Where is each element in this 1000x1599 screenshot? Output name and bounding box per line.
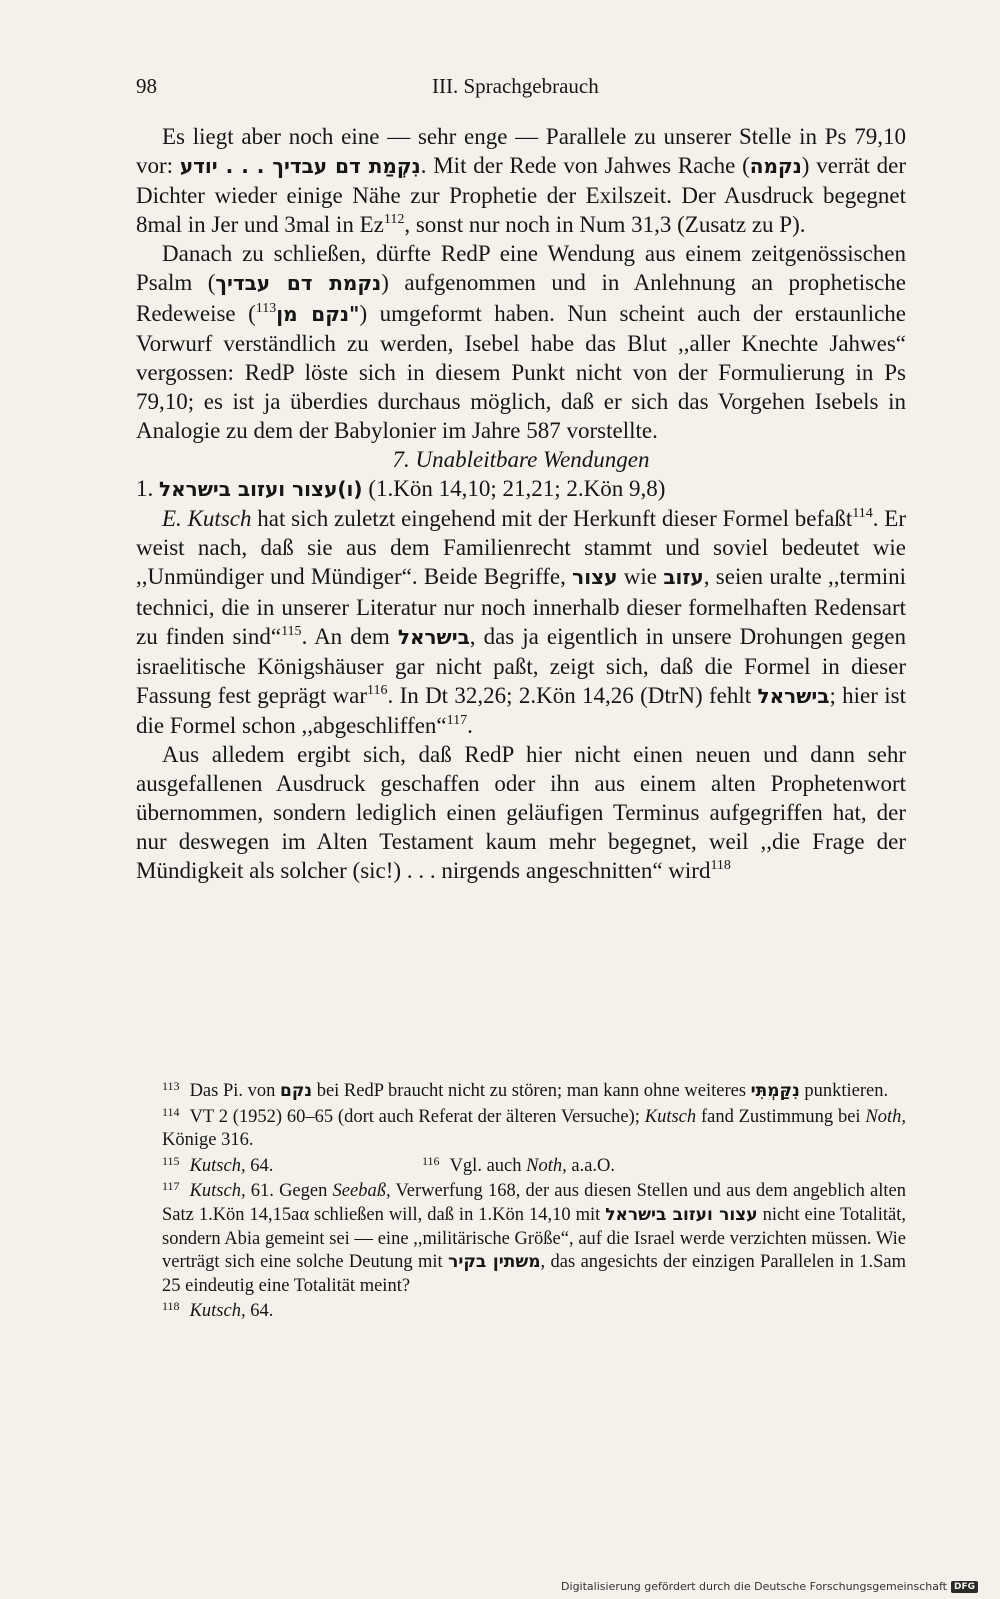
- text-run: ; hier ist die Formel schon ,,abgeschliffen“: [136, 682, 906, 738]
- footnote-number: 118: [162, 1299, 180, 1314]
- hebrew-text: בישראל: [397, 624, 470, 649]
- hebrew-text: נקם: [280, 1081, 313, 1101]
- text-run: 61. Gegen: [245, 1181, 333, 1202]
- author-name: Noth,: [526, 1155, 567, 1176]
- hebrew-text: משתין בקיר: [448, 1252, 541, 1273]
- footnote-number: 116: [422, 1153, 440, 1168]
- footnote-number: 114: [162, 1104, 180, 1119]
- text-run: wie: [617, 564, 664, 590]
- footnotes: [162, 1080, 906, 1326]
- hebrew-text: נקמה: [749, 154, 802, 179]
- paragraph: [136, 740, 906, 885]
- hebrew-text: בישראל: [757, 683, 830, 708]
- text-run: ) umgeformt haben. Nun scheint auch der erstaunliche Vorwurf verständlich zu werden, Isebel habe das Blut ,,aller Knechte Jahwes“ vergossen: RedP löste sich in diesem Punkt nicht von der Formulierung in Ps 79,10; es ist ja überdies durchaus möglich, daß er sich das Vorgehen Isebels in Analogie zu dem der Babylonier im Jahre 587 vorstellte.: [136, 300, 906, 443]
- footnote: [162, 1080, 906, 1104]
- text-run: . Er weist nach, daß sie aus dem Familienrecht stammt und soviel bedeutet wie ,,Unmündiger und Mündiger“. Beide Begriffe,: [136, 506, 906, 590]
- text-run: , das angesichts der einzigen Parallelen in 1.Sam 25 eindeutig eine Totalität meint?: [162, 1252, 906, 1296]
- hebrew-text: "נקם מן: [276, 301, 360, 326]
- text-run: ) aufgenommen und in Anlehnung an prophetische Redeweise (: [136, 270, 907, 326]
- hebrew-text: נִקְמַת דם עבדיך . . . יודע: [179, 154, 421, 179]
- text-run: 64.: [245, 1155, 274, 1176]
- author-name: E. Kutsch: [162, 506, 252, 532]
- footnote-ref: 112: [383, 212, 405, 228]
- author-name: Kutsch,: [189, 1181, 246, 1202]
- text-run: Es liegt aber noch eine — sehr enge — Parallele zu unserer Stelle in Ps 79,10 vor:: [136, 124, 906, 179]
- footnote-ref: 113: [255, 300, 277, 316]
- text-run: , das ja eigentlich in unsere Drohungen gegen israelitische Königshäuser gar nicht paßt, zeigt sich, daß die Formel in dieser Fassung fest geprägt war: [136, 623, 906, 708]
- paragraph: [136, 504, 906, 740]
- hebrew-text: עצור: [572, 565, 618, 590]
- footnote: [162, 1155, 422, 1179]
- footnote: [162, 1180, 906, 1298]
- hebrew-text: עזוב: [663, 565, 704, 590]
- footnote-number: 115: [162, 1153, 180, 1168]
- author-name: Seebaß,: [332, 1181, 391, 1202]
- footnote: [162, 1300, 906, 1324]
- text-run: (1.Kön 14,10; 21,21; 2.Kön 9,8): [362, 476, 666, 502]
- footnote-number: 113: [162, 1079, 180, 1093]
- paragraph: [136, 122, 906, 239]
- text-run: . In Dt 32,26; 2.Kön 14,26 (DtrN) fehlt: [387, 682, 758, 708]
- text-run: Vgl. auch: [449, 1155, 527, 1176]
- footnote-row: [162, 1155, 906, 1179]
- text-run: .: [467, 712, 473, 738]
- text-run: , sonst nur noch in Num 31,3 (Zusatz zu P).: [404, 212, 806, 238]
- footnote-ref: 118: [710, 858, 731, 874]
- author-name: Kutsch,: [189, 1155, 246, 1176]
- text-run: bei RedP braucht nicht zu stören; man kann ohne weiteres: [312, 1081, 751, 1101]
- footnote-ref: 114: [852, 506, 873, 522]
- text-run: 1.: [136, 476, 159, 502]
- footnote: [162, 1106, 906, 1153]
- footnote: [422, 1155, 615, 1179]
- text-run: Verwerfung 168, der aus diesen Stellen und aus dem angeblich alten Satz 1.Kön 14,15aα schließen will, daß in 1.Kön 14,10 mit: [162, 1181, 906, 1225]
- digitization-footer: [561, 1580, 978, 1593]
- text-run: . Mit der Rede von Jahwes Rache (: [420, 153, 750, 179]
- hebrew-text: (ו)עצור ועזוב בישראל: [159, 477, 363, 502]
- text-run: Danach zu schließen, dürfte RedP eine Wendung aus einem zeitgenössischen Psalm (: [136, 241, 906, 296]
- text-run: a.a.O.: [566, 1155, 616, 1176]
- text-run: Aus alledem ergibt sich, daß RedP hier nicht einen neuen und dann sehr ausgefallenen Ausdruck geschaffen oder ihn aus einem alten Prophetenwort übernommen, sondern lediglich einen geläufigen Terminus aufgegriffen hat, der nur deswegen im Alten Testament kaum mehr begegnet, weil ,,die Frage der Mündigkeit als solcher (sic!) . . . nirgends angeschnitten“ wird: [136, 741, 906, 884]
- text-run: 64.: [245, 1301, 274, 1322]
- section-heading: 7. Unableitbare Wendungen: [392, 447, 650, 473]
- author-name: Kutsch,: [189, 1301, 246, 1322]
- footer-text: Digitalisierung gefördert durch die Deutsche Forschungsgemeinschaft: [561, 1580, 947, 1593]
- author-name: Kutsch: [644, 1106, 697, 1127]
- text-run: nicht eine Totalität, sondern Abia gemeint sei — eine ,,militärische Größe“, auf die Israel werde verzichten müssen. Wie verträgt sich eine solche Deutung mit: [162, 1204, 907, 1273]
- text-run: Könige 316.: [162, 1130, 254, 1151]
- text-run: hat sich zuletzt eingehend mit der Herkunft dieser Formel befaßt: [251, 506, 853, 532]
- main-text: [136, 122, 906, 885]
- author-name: Noth,: [865, 1106, 906, 1127]
- text-run: fand Zustimmung bei: [696, 1106, 866, 1127]
- text-run: ) verrät der Dichter wieder einige Nähe zur Prophetie der Exilszeit. Der Ausdruck begegnet 8mal in Jer und 3mal in Ez: [136, 153, 906, 238]
- hebrew-text: נִקַּמְתִּי: [750, 1081, 800, 1101]
- list-item: [136, 474, 906, 504]
- page-number: 98: [136, 74, 157, 98]
- text-run: . An dem: [301, 623, 398, 649]
- running-title: III. Sprachgebrauch: [432, 74, 599, 98]
- footnote-ref: 115: [281, 623, 302, 639]
- footnote-ref: 117: [446, 712, 468, 728]
- text-run: Das Pi. von: [189, 1081, 281, 1101]
- footnote-ref: 116: [367, 682, 388, 698]
- text-run: , seien uralte ,,termini technici, die in unserer Literatur nur noch innerhalb dieser formelhaften Redensart zu finden sind“: [136, 564, 906, 649]
- hebrew-text: נקמת דם עבדיך: [215, 271, 382, 296]
- paragraph: [136, 239, 906, 445]
- text-run: VT 2 (1952) 60–65 (dort auch Referat der älteren Versuche);: [189, 1106, 645, 1127]
- hebrew-text: עצור ועזוב בישראל: [605, 1204, 758, 1225]
- text-run: punktieren.: [799, 1081, 889, 1101]
- dfg-logo-icon: DFG: [951, 1581, 978, 1593]
- footnote-number: 117: [162, 1179, 180, 1194]
